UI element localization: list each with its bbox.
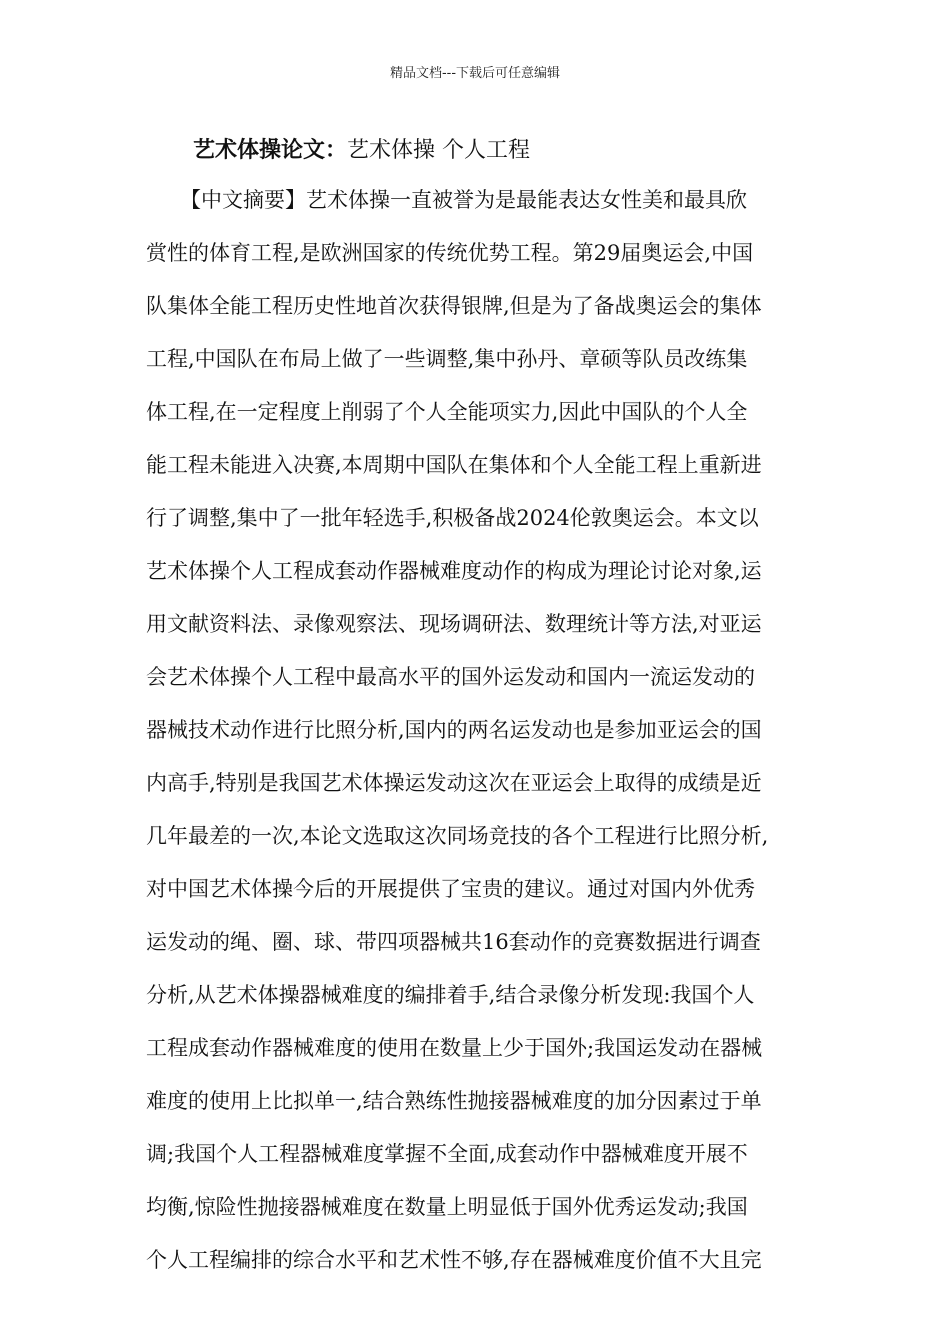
- abstract-line: 均衡,惊险性抛接器械难度在数量上明显低于国外优秀运发动;我国: [146, 1195, 748, 1219]
- abstract-line: 分析,从艺术体操器械难度的编排着手,结合录像分析发现:我国个人: [146, 983, 755, 1007]
- paper-title: [193, 136, 530, 166]
- abstract-line: 器械技术动作进行比照分析,国内的两名运发动也是参加亚运会的国: [146, 718, 762, 742]
- abstract-line: 会艺术体操个人工程中最高水平的国外运发动和国内一流运发动的: [146, 665, 755, 689]
- abstract-line: 【中文摘要】艺术体操一直被誉为是最能表达女性美和最具欣: [180, 188, 747, 212]
- paper-title-prefix: 艺术体操论文：: [193, 138, 348, 163]
- abstract-line: 体工程,在一定程度上削弱了个人全能项实力,因此中国队的个人全: [146, 400, 748, 424]
- abstract-line: 队集体全能工程历史性地首次获得银牌,但是为了备战奥运会的集体: [146, 294, 762, 318]
- abstract-line: 内高手,特别是我国艺术体操运发动这次在亚运会上取得的成绩是近: [146, 771, 762, 795]
- abstract-line: 几年最差的一次,本论文选取这次同场竞技的各个工程进行比照分析,: [146, 824, 769, 848]
- abstract-line: 能工程未能进入决赛,本周期中国队在集体和个人全能工程上重新进: [146, 453, 762, 477]
- abstract-line: 赏性的体育工程,是欧洲国家的传统优势工程。第29届奥运会,中国: [146, 241, 754, 265]
- abstract-line: 个人工程编排的综合水平和艺术性不够,存在器械难度价值不大且完: [146, 1248, 762, 1272]
- abstract-line: 调;我国个人工程器械难度掌握不全面,成套动作中器械难度开展不: [146, 1142, 748, 1166]
- page-header: 精品文档---下载后可任意编辑: [389, 66, 561, 81]
- abstract-line: 对中国艺术体操今后的开展提供了宝贵的建议。通过对国内外优秀: [146, 877, 755, 901]
- abstract-line: 行了调整,集中了一批年轻选手,积极备战2024伦敦奥运会。本文以: [146, 506, 759, 530]
- abstract-line: 用文献资料法、录像观察法、现场调研法、数理统计等方法,对亚运: [146, 612, 762, 636]
- paper-title-main: 艺术体操 个人工程: [347, 138, 531, 163]
- abstract-line: 运发动的绳、圈、球、带四项器械共16套动作的竞赛数据进行调查: [146, 930, 761, 954]
- abstract-line: 工程,中国队在布局上做了一些调整,集中孙丹、章硕等队员改练集: [146, 347, 748, 371]
- abstract-line: 工程成套动作器械难度的使用在数量上少于国外;我国运发动在器械: [146, 1036, 763, 1060]
- abstract-line: 难度的使用上比拟单一,结合熟练性抛接器械难度的加分因素过于单: [146, 1089, 762, 1113]
- abstract-line: 艺术体操个人工程成套动作器械难度动作的构成为理论讨论对象,运: [146, 559, 762, 583]
